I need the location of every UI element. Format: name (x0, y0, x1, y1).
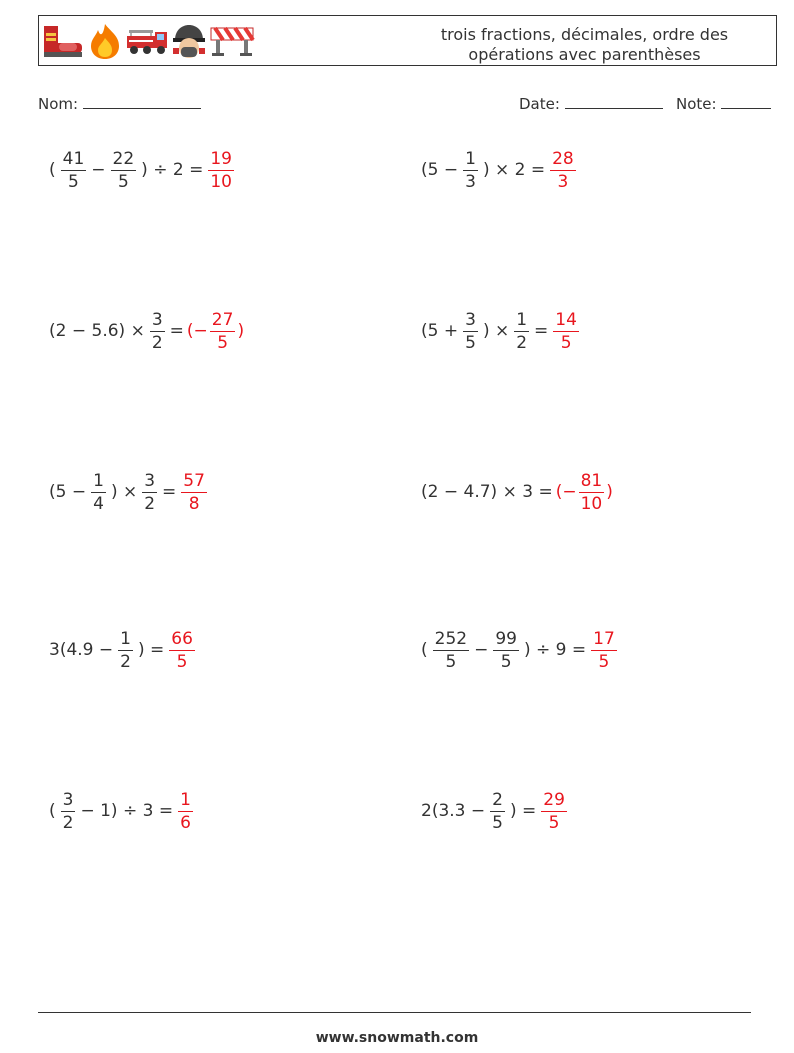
answer-denominator: 3 (557, 171, 569, 192)
denominator: 4 (93, 493, 104, 514)
answer-numerator: 19 (210, 148, 232, 169)
answer (551, 309, 581, 354)
denominator: 3 (465, 171, 476, 192)
name-blank[interactable] (83, 94, 201, 109)
date-blank[interactable] (565, 94, 663, 109)
numerator: 1 (120, 628, 131, 649)
expression-text: ) ÷ 2 = (141, 160, 204, 180)
expression-text: 2(3.3 − (421, 801, 486, 821)
expression-text: = (534, 321, 549, 341)
fraction (463, 309, 478, 354)
footer-url[interactable]: www.snowmath.com (315, 1030, 479, 1046)
answer-numerator: 14 (555, 309, 577, 330)
name-field[interactable] (38, 94, 201, 113)
answer-numerator: 1 (180, 789, 191, 810)
fraction (111, 148, 137, 193)
numerator: 99 (495, 628, 517, 649)
worksheet-title (399, 25, 770, 65)
boot-icon (41, 23, 85, 59)
denominator: 5 (500, 651, 512, 672)
expression-text: ) × 2 = (482, 160, 546, 180)
denominator: 2 (120, 651, 131, 672)
problem-6 (418, 467, 613, 517)
answer-denominator: 5 (548, 812, 560, 833)
numerator: 3 (465, 309, 476, 330)
date-label: Date: (519, 95, 560, 113)
road-barrier-icon (209, 24, 255, 58)
problem-1 (46, 145, 236, 195)
name-label: Nom: (38, 95, 79, 113)
expression-text: − 1) ÷ 3 = (80, 801, 174, 821)
fraction (91, 470, 106, 515)
fraction (61, 789, 76, 834)
expression-text: (5 − (49, 482, 87, 502)
fraction (433, 628, 469, 673)
answer (589, 628, 619, 673)
expression-text: 3(4.9 − (49, 640, 114, 660)
answer-denominator: 5 (560, 332, 572, 353)
numerator: 1 (465, 148, 476, 169)
fraction (514, 309, 529, 354)
answer-paren: ) (237, 321, 245, 341)
answer-denominator: 6 (180, 812, 191, 833)
problem-5 (46, 467, 209, 517)
problem-2 (418, 145, 578, 195)
numerator: 1 (93, 470, 104, 491)
firefighter-helmet-icon (171, 22, 207, 60)
numerator: 1 (516, 309, 528, 330)
answer-paren: ) (606, 482, 613, 502)
expression-text: (5 − (421, 160, 459, 180)
grade-field[interactable] (676, 94, 771, 113)
expression-text: ) = (137, 640, 165, 660)
problem-3 (46, 306, 244, 356)
expression-text: (2 − 4.7) × 3 = (421, 482, 553, 502)
numerator: 2 (492, 789, 503, 810)
expression-text: ) × (482, 321, 510, 341)
answer (556, 470, 613, 515)
fraction (142, 470, 157, 515)
expression-text: = (162, 482, 177, 502)
worksheet-header (38, 15, 777, 66)
problem-10 (418, 786, 569, 836)
fraction (61, 148, 87, 193)
answer-denominator: 10 (210, 171, 232, 192)
fire-truck-icon (125, 26, 169, 56)
expression-text: (2 − 5.6) × (49, 321, 145, 341)
problem-7 (46, 625, 197, 675)
denominator: 5 (465, 332, 476, 353)
grade-blank[interactable] (721, 94, 771, 109)
title-line-2: opérations avec parenthèses (468, 45, 701, 64)
problem-4 (418, 306, 581, 356)
expression-text: ) × (110, 482, 138, 502)
denominator: 5 (492, 812, 503, 833)
expression-text: ) ÷ 9 = (523, 640, 587, 660)
answer (167, 628, 197, 673)
date-field[interactable] (519, 94, 663, 113)
numerator: 3 (144, 470, 156, 491)
paren: ( (421, 640, 428, 660)
expression-text: ) = (509, 801, 537, 821)
answer-numerator: 29 (543, 789, 565, 810)
numerator: 3 (151, 309, 163, 330)
answer-denominator: 10 (580, 493, 603, 514)
fraction (118, 628, 133, 673)
operator: − (91, 160, 106, 180)
fire-icon (87, 22, 123, 60)
answer-denominator: 5 (217, 332, 229, 353)
expression-text: = (169, 321, 184, 341)
answer-denominator: 8 (188, 493, 200, 514)
answer-numerator: 17 (593, 628, 615, 649)
denominator: 2 (62, 812, 74, 833)
answer-numerator: 28 (552, 148, 574, 169)
denominator: 2 (151, 332, 163, 353)
numerator: 41 (62, 148, 85, 169)
fraction (150, 309, 165, 354)
grade-label: Note: (676, 95, 717, 113)
footer-divider (38, 1012, 751, 1013)
header-icons (41, 21, 255, 61)
denominator: 5 (68, 171, 79, 192)
problem-9 (46, 786, 195, 836)
answer-numerator: 27 (211, 309, 234, 330)
operator: − (474, 640, 489, 660)
denominator: 2 (144, 493, 156, 514)
denominator: 5 (445, 651, 457, 672)
paren: ( (49, 160, 56, 180)
title-line-1: trois fractions, décimales, ordre des (440, 25, 729, 44)
answer-numerator: 57 (183, 470, 205, 491)
numerator: 22 (112, 148, 135, 169)
answer-paren: (− (186, 321, 208, 341)
answer-numerator: 81 (580, 470, 603, 491)
denominator: 5 (117, 171, 129, 192)
answer (539, 789, 569, 834)
answer (548, 148, 578, 193)
answer-numerator: 66 (171, 628, 193, 649)
numerator: 252 (434, 628, 468, 649)
answer (187, 309, 244, 354)
expression-text: (5 + (421, 321, 459, 341)
answer-denominator: 5 (176, 651, 188, 672)
answer (176, 789, 195, 834)
denominator: 2 (516, 332, 528, 353)
answer (206, 148, 236, 193)
numerator: 3 (62, 789, 74, 810)
fraction (493, 628, 519, 673)
paren: ( (49, 801, 56, 821)
fraction (463, 148, 478, 193)
answer-denominator: 5 (598, 651, 610, 672)
fraction (490, 789, 505, 834)
answer-paren: (− (555, 482, 577, 502)
answer (179, 470, 209, 515)
problem-8 (418, 625, 619, 675)
